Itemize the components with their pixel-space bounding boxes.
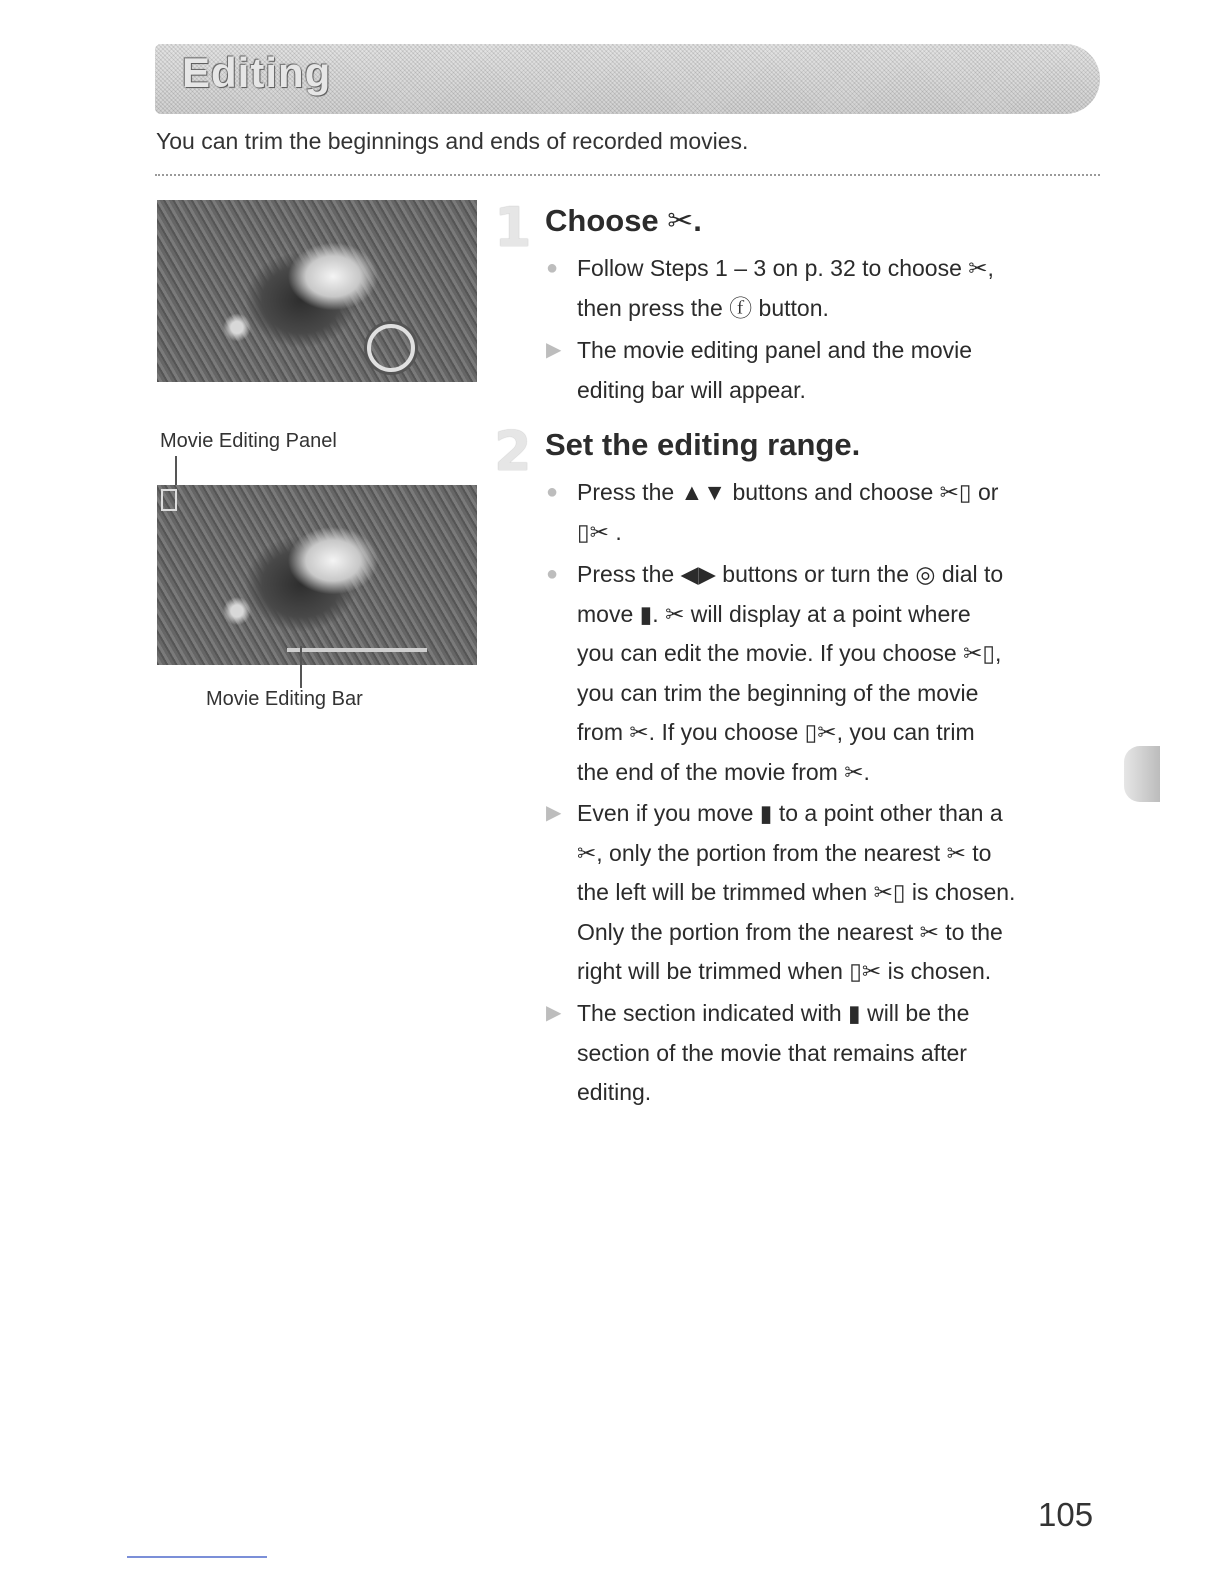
step-1-number: 1 — [494, 196, 532, 259]
text-line: The section indicated with ▮ will be the — [577, 1000, 970, 1026]
editing-bar-indicator — [287, 648, 427, 652]
step-2-title: Set the editing range. — [545, 427, 861, 462]
section-banner — [155, 44, 1100, 114]
movie-editing-panel-label: Movie Editing Panel — [160, 430, 337, 452]
page-number: 105 — [1038, 1496, 1094, 1533]
bottom-underline — [127, 1556, 267, 1558]
text-line: Press the ▲▼ buttons and choose ✂▯ or — [577, 479, 999, 505]
step-1-title: Choose ✂. — [545, 203, 702, 238]
text-line: you can edit the movie. If you choose ✂▯, — [577, 640, 1002, 666]
text-line: Press the ◀▶ buttons or turn the ◎ dial to — [577, 561, 1004, 587]
bullet-icon: ● — [546, 257, 559, 279]
section-title: Editing — [182, 49, 332, 96]
text-line: then press the ⓕ button. — [577, 294, 829, 321]
step-2-item-2 — [546, 555, 1096, 792]
intro-text: You can trim the beginnings and ends of recorded movies. — [156, 128, 749, 154]
movie-screen-image — [157, 200, 477, 382]
text-line: Even if you move ▮ to a point other than a — [577, 800, 1003, 826]
text-line: editing. — [577, 1079, 652, 1105]
step-2-item-1 — [546, 473, 1096, 552]
text-line: ✂, only the portion from the nearest ✂ to — [577, 839, 992, 866]
bullet-icon: ● — [546, 563, 559, 585]
chapter-tab-marker — [1124, 746, 1160, 802]
editing-panel-indicator — [161, 489, 177, 511]
text-line: Follow Steps 1 – 3 on p. 32 to choose ✂, — [577, 255, 994, 281]
bullet-icon: ● — [546, 481, 559, 503]
step-2-item-3 — [546, 794, 1096, 992]
dotted-divider — [155, 174, 1100, 176]
movie-editing-image — [157, 485, 477, 665]
text-line: ▯✂ . — [577, 518, 622, 545]
panel-callout-line — [175, 456, 177, 488]
step-1-item-1 — [546, 249, 1096, 328]
step-1-item-2 — [546, 331, 1096, 410]
text-line: The movie editing panel and the movie — [577, 337, 973, 363]
text-line: the end of the movie from ✂. — [577, 758, 870, 785]
text-line: from ✂. If you choose ▯✂, you can trim — [577, 719, 975, 745]
step-2-item-4 — [546, 994, 1096, 1113]
text-line: section of the movie that remains after — [577, 1039, 967, 1066]
movie-editing-bar-label: Movie Editing Bar — [206, 688, 363, 710]
bar-callout-line — [300, 646, 302, 688]
result-arrow-icon: ▶ — [546, 1002, 562, 1024]
edit-icon-highlight — [367, 324, 415, 372]
text-line: Only the portion from the nearest ✂ to the — [577, 918, 1003, 945]
text-line: editing bar will appear. — [577, 376, 806, 403]
text-line: you can trim the beginning of the movie — [577, 679, 979, 706]
text-line: the left will be trimmed when ✂▯ is chosen. — [577, 879, 1016, 905]
result-arrow-icon: ▶ — [546, 339, 562, 361]
step-2-number: 2 — [494, 420, 532, 483]
result-arrow-icon: ▶ — [546, 802, 562, 824]
text-line: right will be trimmed when ▯✂ is chosen. — [577, 958, 992, 984]
text-line: move ▮. ✂ will display at a point where — [577, 600, 971, 627]
